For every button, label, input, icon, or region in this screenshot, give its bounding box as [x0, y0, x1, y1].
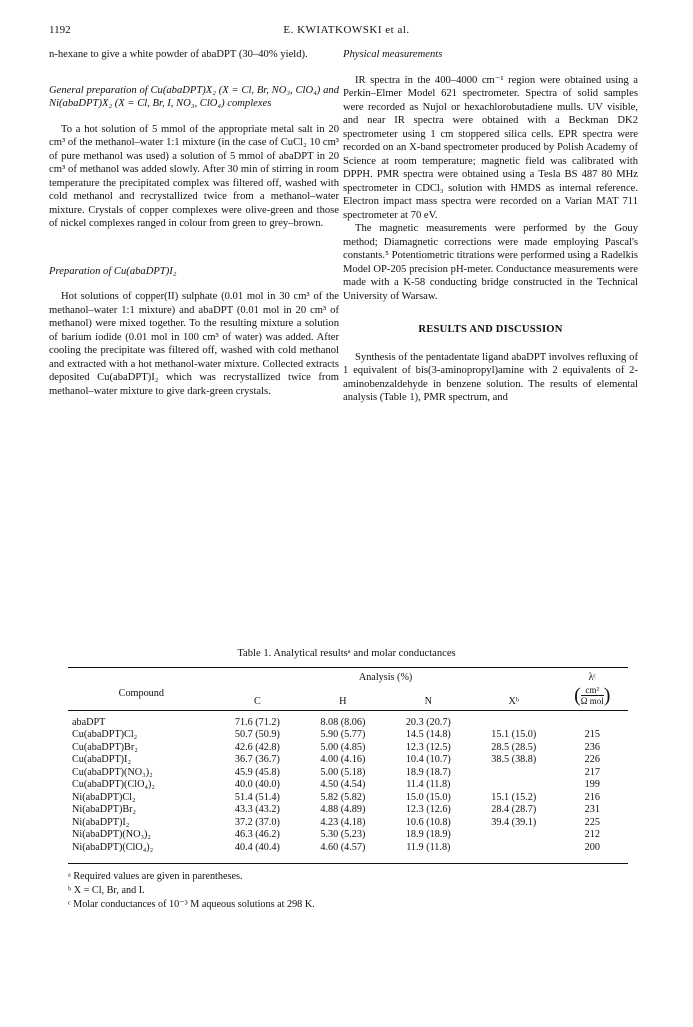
compound-cell: Cu(abaDPT)(NO₃)₂	[72, 766, 153, 778]
footnote-a: ᵃ Required values are given in parentheses.	[68, 871, 243, 882]
n-cell: 10.6 (10.8)	[405, 816, 451, 828]
physical-measurements-text: IR spectra in the 400–4000 cm⁻¹ region were obtained using a Perkin–Elmer Model 621 spectrometer. Spectra of solid samples were recorded as Nujol or hexachlorobutadiene mulls. UV visible, and near IR spectra were obtained with a Beckman DK2 spectrometer using 1 cm stoppered silica cells. EPR spectra were recorded on an X-band spectrometer produced by Polish Academy of Science at room temperature; magnetic field was calibrated with DPPH. PMR spectra were obtained using a Tesla BS 487 80 MHz spectrometer in CDCl₃ solution with HMDS as internal reference. Electron impact mass spectra were recorded on a Varian MAT 711 spectrometer at 70 eV.	[343, 74, 638, 221]
conductance-cell: 199	[584, 779, 600, 790]
footnote-c: ᶜ Molar conductances of 10⁻³ M aqueous solutions at 298 K.	[68, 899, 315, 910]
conductance-cell: 212	[584, 829, 600, 840]
c-cell: 42.6 (42.8)	[234, 741, 280, 753]
x-cell	[471, 710, 556, 729]
conductance-cell: 225	[584, 816, 600, 828]
h-cell: 5.82 (5.82)	[320, 791, 366, 803]
table-row	[68, 779, 628, 792]
analytical-results-table	[68, 667, 628, 854]
x-cell	[471, 842, 556, 855]
table-row	[68, 804, 628, 817]
c-cell: 36.7 (36.7)	[234, 754, 280, 765]
x-cell: 38.5 (38.8)	[491, 754, 537, 765]
compound-cell: Cu(abaDPT)Cl₂	[72, 729, 138, 740]
c-cell: 45.9 (45.8)	[234, 766, 280, 778]
lambda-header: λᶜ	[588, 672, 597, 683]
h-cell: 5.00 (4.85)	[320, 741, 366, 753]
table-footnotes	[68, 863, 628, 912]
table-row	[68, 842, 628, 855]
h-cell: 4.50 (4.54)	[320, 779, 366, 790]
conductance-cell: 215	[584, 729, 600, 740]
lambda-unit: ( $\frac{\text{cm²}}{\text{Ω mol}}$)	[574, 683, 611, 706]
table-row	[68, 767, 628, 780]
general-preparation-heading: General preparation of Cu(abaDPT)X₂ (X = Cl, Br, NO₃, ClO₄) and Ni(abaDPT)X₂ (X = Cl, Br, I, NO₃, ClO₄) complexes	[49, 84, 339, 109]
left-column	[49, 48, 339, 398]
c-cell: 37.2 (37.0)	[234, 816, 280, 828]
h-cell: 5.00 (5.18)	[320, 766, 366, 778]
h-cell: 5.90 (5.77)	[320, 729, 366, 740]
x-cell: 28.5 (28.5)	[491, 741, 537, 753]
compound-cell: Cu(abaDPT)(ClO₄)₂	[72, 779, 155, 790]
x-cell	[471, 829, 556, 842]
table-body	[68, 710, 628, 854]
c-cell: 46.3 (46.2)	[234, 829, 280, 840]
conductance-cell: 200	[584, 841, 600, 853]
c-cell: 40.4 (40.4)	[234, 841, 280, 853]
n-cell: 12.3 (12.6)	[405, 804, 451, 815]
c-cell: 40.0 (40.0)	[234, 779, 280, 790]
table-row	[68, 829, 628, 842]
x-cell: 28.4 (28.7)	[491, 804, 537, 815]
c-cell: 71.6 (71.2)	[234, 716, 280, 728]
intro-paragraph: n-hexane to give a white powder of abaDPT (30–40% yield).	[49, 49, 308, 60]
compound-cell: Cu(abaDPT)Br₂	[72, 741, 138, 753]
analysis-group-header: Analysis (%)	[358, 672, 413, 683]
conductance-cell: 236	[584, 741, 600, 753]
h-cell: 8.08 (8.06)	[320, 716, 366, 728]
h-cell: 5.30 (5.23)	[320, 829, 366, 840]
cu-iodide-text: Hot solutions of copper(II) sulphate (0.01 mol in 30 cm³ of the methanol–water 1:1 mixture) and abaDPT (0.01 mol in 20 cm³ of methanol) were mixed together. To the resulting mixture a solution of barium iodide (0.01 mol in 100 cm³ of water) was added. After cooling the precipitate was filtered off, washed with cold methanol and extracted with a hot methanol-water mixture. Collected extracts deposited Cu(abaDPT)I₂ which was recrystallized twice from methanol–water mixture to give dark-green crystals.	[49, 291, 339, 397]
table-row	[68, 754, 628, 767]
compound-cell: Ni(abaDPT)Br₂	[72, 804, 137, 815]
right-column	[343, 48, 638, 405]
page-number: 1192	[49, 24, 71, 36]
n-cell: 11.9 (11.8)	[406, 841, 451, 853]
table-row	[68, 729, 628, 742]
compound-cell: Ni(abaDPT)(ClO₄)₂	[72, 841, 154, 853]
general-preparation-text: To a hot solution of 5 mmol of the appropriate metal salt in 20 cm³ of the methanol–water 1:1 mixture (in the case of CuCl₂ 10 cm³ of pure methanol was used) a solution of 5 mmol of abaDPT in 20 cm³ of methanol was added slowly. After 30 min of stirring in room temperature the precipitated complex was filtered off, washed with cold methanol and recrystallized twice from a methanol–water mixture. Crystals of copper complexes were olive-green and those of nickel complexes ranged in colour from green to grey–brown.	[49, 123, 339, 229]
h-cell: 4.88 (4.89)	[320, 804, 366, 815]
compound-cell: Cu(abaDPT)I₂	[72, 754, 132, 765]
n-cell: 18.9 (18.7)	[405, 766, 451, 778]
table-row	[68, 742, 628, 755]
table-row	[68, 792, 628, 805]
footnote-b: ᵇ X = Cl, Br, and I.	[68, 885, 145, 896]
conductance-cell: 231	[584, 804, 600, 815]
x-cell: 15.1 (15.2)	[491, 791, 537, 803]
conductance-cell: 216	[584, 791, 600, 803]
cu-iodide-heading: Preparation of Cu(abaDPT)I₂	[49, 265, 177, 277]
compound-cell: Ni(abaDPT)Cl₂	[72, 791, 136, 803]
c-cell: 50.7 (50.9)	[234, 729, 280, 740]
n-cell: 11.4 (11.8)	[406, 779, 451, 790]
compound-cell: Ni(abaDPT)I₂	[72, 816, 130, 828]
x-cell	[471, 767, 556, 780]
table-row	[68, 710, 628, 729]
compound-cell: abaDPT	[72, 716, 106, 728]
running-head: E. KWIATKOWSKI et al.	[283, 24, 410, 36]
table-row	[68, 817, 628, 830]
n-cell: 14.5 (14.8)	[405, 729, 451, 740]
c-cell: 43.3 (43.2)	[234, 804, 280, 815]
n-cell: 12.3 (12.5)	[405, 741, 451, 753]
x-header: Xᵇ	[508, 695, 520, 707]
n-header: N	[424, 695, 432, 707]
n-cell: 20.3 (20.7)	[405, 716, 451, 728]
physical-measurements-heading: Physical measurements	[343, 49, 443, 60]
compound-cell: Ni(abaDPT)(NO₃)₂	[72, 829, 151, 840]
magnetic-measurements-text: The magnetic measurements were performed by the Gouy method; Diamagnetic corrections were made employing Pascal's constants.⁵ Potentiometric titrations were performed using a Radelkis Model OP-205 precision pH-meter. Conductance measurements were made with a K-58 conducting bridge constructed in the Technical University of Warsaw.	[343, 223, 638, 302]
h-cell: 4.00 (4.16)	[320, 754, 366, 765]
h-cell: 4.60 (4.57)	[320, 841, 366, 853]
c-cell: 51.4 (51.4)	[234, 791, 280, 803]
conductance-cell: 226	[584, 754, 600, 765]
x-cell: 15.1 (15.0)	[491, 729, 537, 740]
x-cell	[471, 779, 556, 792]
n-cell: 10.4 (10.7)	[405, 754, 451, 765]
h-header: H	[339, 695, 347, 707]
x-cell: 39.4 (39.1)	[491, 816, 537, 828]
results-section-heading: RESULTS AND DISCUSSION	[418, 324, 563, 335]
conductance-cell	[557, 710, 628, 729]
h-cell: 4.23 (4.18)	[320, 816, 366, 828]
n-cell: 15.0 (15.0)	[405, 791, 451, 803]
table-caption: Table 1. Analytical resultsᵃ and molar conductances	[237, 648, 456, 659]
compound-header: Compound	[118, 687, 164, 699]
c-header: C	[253, 695, 261, 707]
conductance-cell: 217	[584, 766, 600, 778]
results-text: Synthesis of the pentadentate ligand abaDPT involves refluxing of 1 equivalent of bis(3-aminopropyl)amine with 2 equivalents of 2-aminobenzaldehyde in benzene solution. The results of elemental analysis (Table 1), PMR spectrum, and	[343, 351, 638, 403]
n-cell: 18.9 (18.9)	[405, 829, 451, 840]
